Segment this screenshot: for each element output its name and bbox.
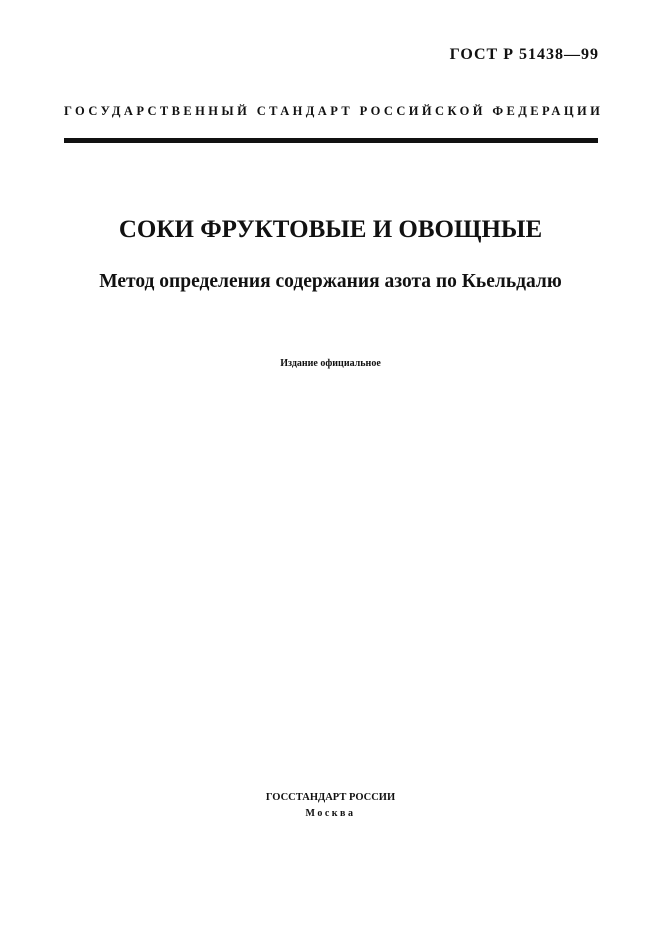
publisher-city: Москва — [305, 808, 356, 819]
document-title: СОКИ ФРУКТОВЫЕ И ОВОЩНЫЕ — [118, 216, 543, 243]
document-number: ГОСТ Р 51438—99 — [449, 46, 599, 63]
edition-note: Издание официальное — [280, 358, 381, 369]
publisher-name: ГОССТАНДАРТ РОССИИ — [265, 792, 396, 803]
document-subtitle: Метод определения содержания азота по Кьельдалю — [99, 271, 562, 292]
header-rule — [64, 138, 598, 143]
state-standard-heading: ГОСУДАРСТВЕННЫЙ СТАНДАРТ РОССИЙСКОЙ ФЕДЕРАЦИИ — [64, 104, 604, 118]
